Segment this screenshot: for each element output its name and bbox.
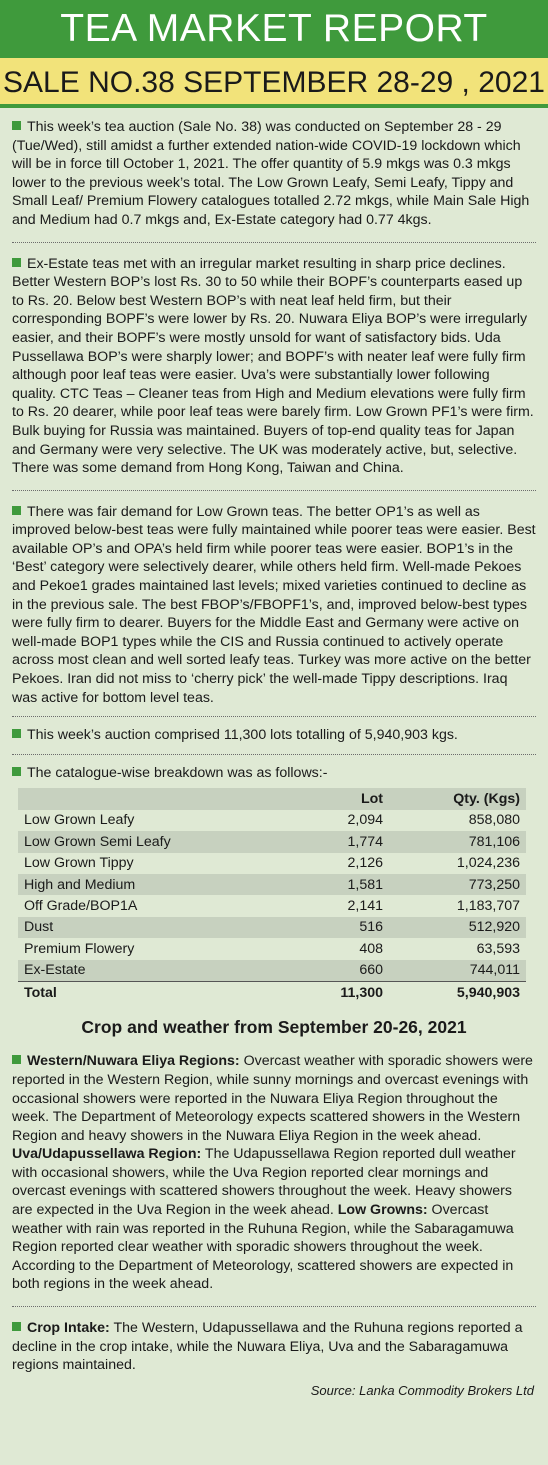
catalogue-table <box>18 788 526 1003</box>
dotted-divider <box>12 490 536 491</box>
dotted-divider <box>12 242 536 243</box>
total-label: Total <box>24 984 57 1001</box>
row-qty: 781,106 <box>468 833 520 850</box>
row-category: High and Medium <box>24 876 136 893</box>
row-lot: 2,094 <box>347 812 384 829</box>
crop-intake-text: The Western, Udapussellawa and the Ruhuna regions reported a decline in the crop intake, while the Nuwara Eliya, Uva and the Sabaragamuwa regions maintained. <box>12 1320 523 1374</box>
table-total-row <box>18 981 526 1003</box>
table-header-qty: Qty. (Kgs) <box>453 791 520 808</box>
row-qty: 744,011 <box>469 962 520 979</box>
row-qty: 1,183,707 <box>456 898 520 915</box>
paragraph-sale-summary <box>12 118 536 230</box>
paragraph-auction-total <box>12 726 536 745</box>
paragraph-crop-intake <box>12 1319 536 1375</box>
uva-region-text: The Udapussellawa Region reported dull weather with occasional showers, while the Uva Region reported clear mornings and overcast evenings with scattered showers throughout the week. Heavy showers are expected in the Uva Region in the week ahead. <box>12 1146 516 1219</box>
row-category: Dust <box>24 919 54 936</box>
total-lot: 11,300 <box>340 984 384 1001</box>
table-row <box>18 917 526 938</box>
row-category: Low Grown Tippy <box>24 855 134 872</box>
western-region-label: Western/Nuwara Eliya Regions: <box>27 1053 240 1070</box>
square-bullet-icon <box>12 258 21 267</box>
row-lot: 1,774 <box>347 833 384 850</box>
dotted-divider <box>12 1306 536 1307</box>
crop-intake-label: Crop Intake: <box>27 1320 110 1337</box>
square-bullet-icon <box>12 767 21 776</box>
row-category: Ex-Estate <box>24 962 86 979</box>
row-category: Low Grown Semi Leafy <box>24 833 171 850</box>
row-lot: 1,581 <box>347 876 384 893</box>
row-qty: 63,593 <box>476 940 520 957</box>
table-header-category <box>18 788 294 809</box>
row-category: Premium Flowery <box>24 940 135 957</box>
uva-region-label: Uva/Udapussellawa Region: <box>12 1146 202 1163</box>
dotted-divider <box>12 716 536 717</box>
table-header-lot: Lot <box>360 791 384 808</box>
low-growns-text: Overcast weather with rain was reported in the Ruhuna Region, while the Sabaragamuwa Region reported clear weather with sporadic showers throughout the week. According to the Department of Meteorology, scattered showers are expected in both regions in the week ahead. <box>12 1202 514 1293</box>
row-category: Low Grown Leafy <box>24 812 135 829</box>
total-qty: 5,940,903 <box>456 984 520 1001</box>
row-lot: 660 <box>359 962 384 979</box>
dotted-divider <box>12 754 536 755</box>
table-row <box>18 810 526 831</box>
report-body <box>0 108 548 1398</box>
row-lot: 2,126 <box>347 855 384 872</box>
row-category: Off Grade/BOP1A <box>24 898 138 915</box>
row-lot: 408 <box>359 940 384 957</box>
table-header-row <box>18 788 526 809</box>
table-row <box>18 874 526 895</box>
paragraph-breakdown-intro <box>12 764 536 783</box>
table-row <box>18 960 526 982</box>
square-bullet-icon <box>12 729 21 738</box>
sale-subtitle: SALE NO.38 SEPTEMBER 28-29 , 2021 <box>0 58 548 108</box>
paragraph-ex-estate <box>12 255 536 478</box>
row-qty: 858,080 <box>468 812 520 829</box>
row-lot: 516 <box>359 919 384 936</box>
paragraph-text: There was fair demand for Low Grown teas. The better OP1’s as well as improved below-best teas were fully maintained while poorer teas were easier. Best available OP’s and OPA’s held firm while poorer teas were easier. BOP1’s in the ‘Best’ category were selectively dearer, while others held firm. Well-made Pekoes and Pekoe1 grades maintained last levels; mixed varieties continued to decline as in the previous sale. The best FBOP’s/FBOPF1’s, and, improved below-best types were fully firm to dearer. Buyers for the Middle East and Germany were active on well-made BOP1 types while the CIS and Russia continued to actively operate across most clean and well sorted leafy teas. Turkey was more active on the better Pekoes. Iran did not miss to ‘cherry pick’ the well-made Tippy descriptions. Iraq was active for bottom level teas. <box>12 503 536 706</box>
table-row <box>18 853 526 874</box>
square-bullet-icon <box>12 121 21 130</box>
paragraph-weather <box>12 1052 536 1294</box>
paragraph-low-grown <box>12 503 536 708</box>
square-bullet-icon <box>12 1055 21 1064</box>
paragraph-text: This week’s tea auction (Sale No. 38) was conducted on September 28 - 29 (Tue/Wed), still amidst a further extended nation-wide COVID-19 lockdown which will be in force till October 1, 2021. The offer quantity of 5.9 mkgs was 0.3 mkgs lower to the previous week’s total. The Low Grown Leafy, Semi Leafy, Tippy and Small Leaf/ Premium Flowery catalogues totalled 2.72 mkgs, while Main Sale High and Medium had 0.7 mkgs and, Ex-Estate category had 0.77 4kgs. <box>12 119 530 228</box>
square-bullet-icon <box>12 506 21 515</box>
square-bullet-icon <box>12 1322 21 1331</box>
paragraph-text: This week’s auction comprised 11,300 lots totalling of 5,940,903 kgs. <box>27 727 458 744</box>
table-row <box>18 895 526 916</box>
paragraph-text: The catalogue-wise breakdown was as follows:- <box>27 764 328 781</box>
row-lot: 2,141 <box>347 898 384 915</box>
low-growns-label: Low Growns: <box>337 1202 428 1219</box>
row-qty: 512,920 <box>468 919 520 936</box>
table-row <box>18 938 526 959</box>
table-row <box>18 831 526 852</box>
crop-weather-heading: Crop and weather from September 20-26, 2021 <box>81 1017 467 1038</box>
paragraph-text: Ex-Estate teas met with an irregular market resulting in sharp price declines. Better Western BOP’s lost Rs. 30 to 50 while their BOPF’s counterparts eased up to Rs. 20. Below best Western BOP’s with neat leaf held firm, but their corresponding BOPF’s were lower by Rs. 20. Nuwara Eliya BOP’s were irregularly easier, and their BOPF’s were mostly unsold for want of satisfactory bids. Uda Pussellawa BOP’s were sharply lower; and BOPF’s with neater leaf were fully firm although poor leaf teas were easier. Uva’s were substantially lower following quality. CTC Teas – Cleaner teas from High and Medium elevations were fully firm to Rs. 20 dearer, while poor leaf teas were barely firm. Low Grown PF1’s were firm. Bulk buying for Russia was maintained. Buyers of top-end quality teas for Japan and Germany were very selective. The UK was moderately active, but, selective. There was some demand from Hong Kong, Taiwan and China. <box>12 255 534 477</box>
report-title: TEA MARKET REPORT <box>0 0 548 58</box>
source-credit: Source: Lanka Commodity Brokers Ltd <box>310 1382 534 1398</box>
western-region-text: Overcast weather with sporadic showers were reported in the Western Region, while sunny mornings and overcast evenings with occasional showers were reported in the Nuwara Eliya Region throughout the week. The Department of Meteorology expects scattered showers in the Western Region and heavy showers in the Nuwara Eliya Region in the week ahead. <box>12 1053 533 1144</box>
row-qty: 773,250 <box>468 876 520 893</box>
row-qty: 1,024,236 <box>456 855 520 872</box>
